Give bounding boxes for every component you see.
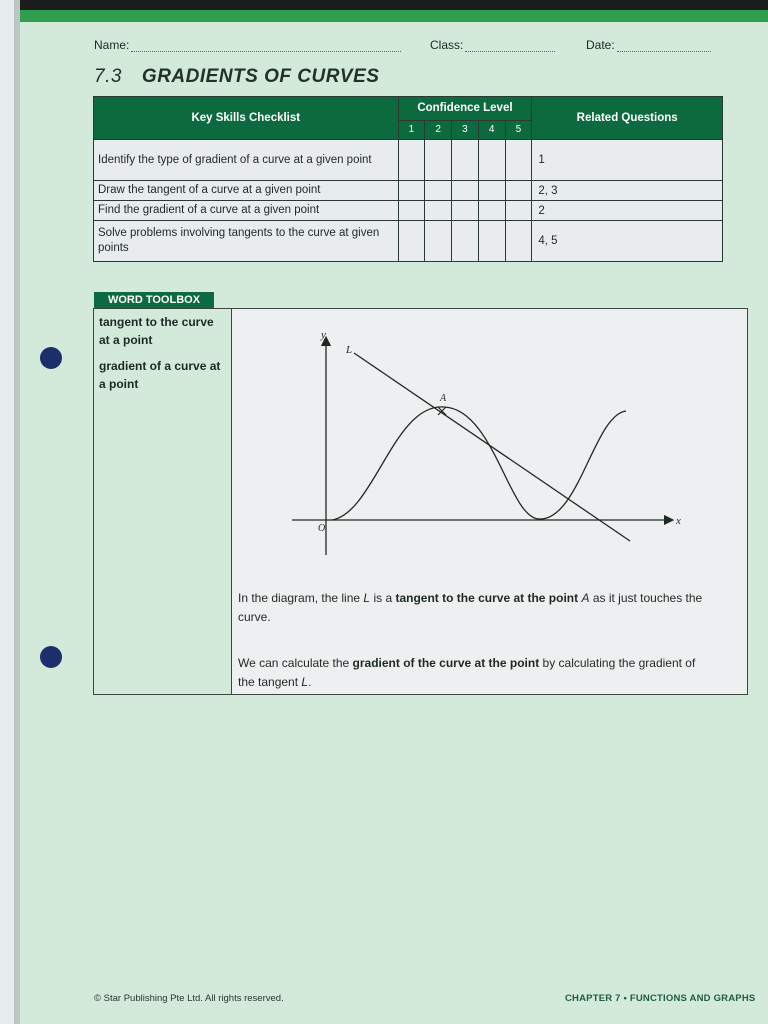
para2-text: . [308,675,312,689]
para1-term: tangent to the curve at the point [395,591,579,605]
key-skills-table [93,96,723,262]
point-label-A: A [440,393,447,404]
toolbox-paragraph-1 [238,589,708,627]
related-column-header: Related Questions [532,97,723,140]
table-row [94,221,723,262]
confidence-checkbox[interactable] [425,201,452,221]
photo-top-edge [0,0,768,10]
date-label: Date: [586,38,615,52]
binder-hole [40,347,62,369]
y-label: y [321,329,326,341]
para2-line-name: L [301,675,309,689]
confidence-checkbox[interactable] [478,181,505,201]
date-line [617,51,711,52]
binder-edge-shadow [14,0,20,1024]
term-tangent: tangent to the curve at a point [99,315,214,347]
confidence-checkbox[interactable] [478,140,505,181]
confidence-checkbox[interactable] [425,181,452,201]
class-label: Class: [430,38,464,52]
section-number: 7.3 [94,66,122,87]
confidence-level-5: 5 [505,120,532,139]
skills-column-header: Key Skills Checklist [94,97,399,140]
toolbox-paragraph-2 [238,654,708,692]
skill-text: Find the gradient of a curve at a given point [94,201,399,221]
para1-text: as it just touches the curve. [238,591,703,624]
confidence-checkbox[interactable] [398,201,425,221]
term-gradient: gradient of a curve at a point [99,359,221,391]
confidence-checkbox[interactable] [398,181,425,201]
para2-term: gradient of the curve at the point [352,656,540,670]
table-row [94,201,723,221]
confidence-checkbox[interactable] [452,181,479,201]
related-questions: 4, 5 [532,221,723,262]
table-row [94,140,723,181]
related-questions: 2 [532,201,723,221]
confidence-checkbox[interactable] [452,201,479,221]
confidence-checkbox[interactable] [452,221,479,262]
date-field [586,38,711,52]
skill-text: Solve problems involving tangents to the curve at given points [94,221,399,262]
origin-label: O [318,523,326,534]
section-title [94,66,379,88]
confidence-checkbox[interactable] [505,140,532,181]
x-label: x [676,515,681,527]
confidence-checkbox[interactable] [425,140,452,181]
confidence-level-2: 2 [425,120,452,139]
chapter-footer: CHAPTER 7 • FUNCTIONS AND GRAPHS [565,993,756,1004]
section-title-text: GRADIENTS OF CURVES [141,66,380,87]
tangent-diagram [274,323,694,563]
word-toolbox-label: WORD TOOLBOX [94,292,214,308]
confidence-checkbox[interactable] [505,221,532,262]
confidence-checkbox[interactable] [478,201,505,221]
related-questions: 1 [532,140,723,181]
name-line [131,51,401,52]
copyright-text: © Star Publishing Pte Ltd. All rights reserved. [94,993,284,1004]
confidence-checkbox[interactable] [425,221,452,262]
confidence-column-header: Confidence Level [398,97,532,121]
confidence-level-1: 1 [398,120,425,139]
class-field [430,38,555,52]
line-label-L: L [346,344,353,356]
skill-text: Identify the type of gradient of a curve at a given point [94,140,399,181]
confidence-checkbox[interactable] [478,221,505,262]
name-field [94,38,401,52]
confidence-checkbox[interactable] [398,140,425,181]
para1-point-name: A [581,591,590,605]
binder-hole [40,646,62,668]
table-row [94,181,723,201]
page-top-band [20,10,768,22]
name-label: Name: [94,38,130,52]
confidence-checkbox[interactable] [505,201,532,221]
tangent-line-L [354,353,630,541]
confidence-level-3: 3 [452,120,479,139]
para1-text: In the diagram, the line [238,591,364,605]
para2-text: by calculating the gradient of the tangent [238,656,696,689]
word-toolbox [93,308,748,695]
para1-line-name: L [363,591,371,605]
skill-text: Draw the tangent of a curve at a given point [94,181,399,201]
confidence-checkbox[interactable] [398,221,425,262]
para2-text: We can calculate the [238,656,353,670]
para1-text: is a [370,591,396,605]
class-line [465,51,555,52]
confidence-checkbox[interactable] [452,140,479,181]
related-questions: 2, 3 [532,181,723,201]
curve [332,407,626,520]
confidence-checkbox[interactable] [505,181,532,201]
confidence-level-4: 4 [478,120,505,139]
